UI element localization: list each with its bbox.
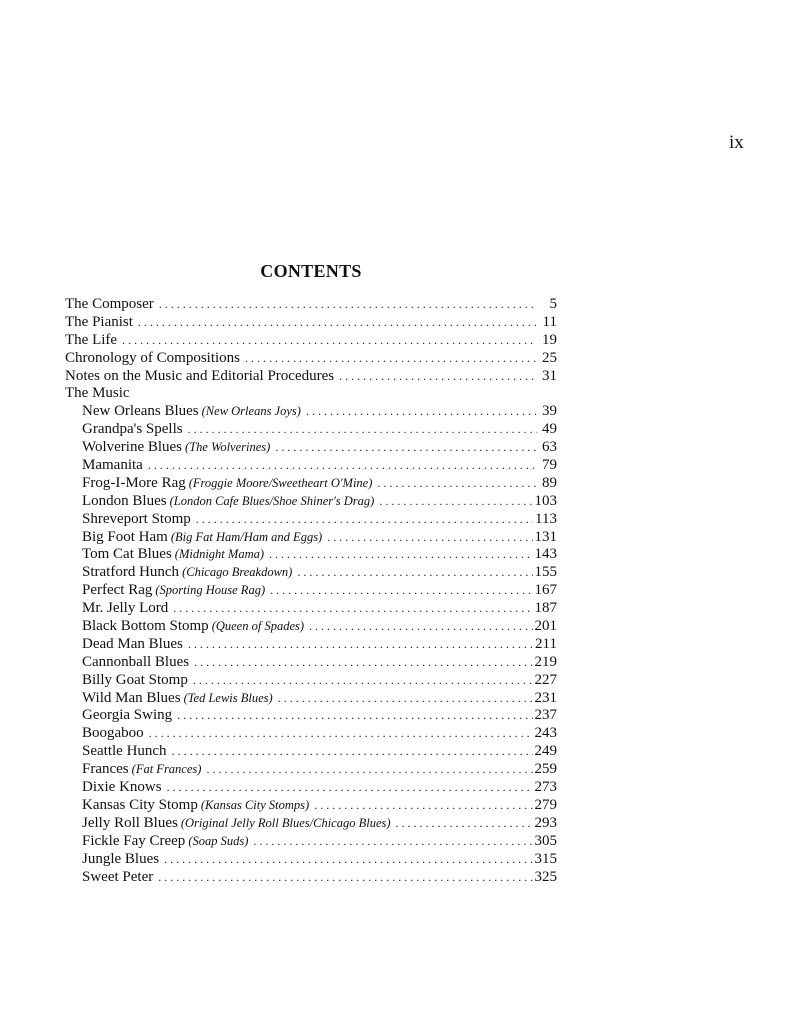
toc-entry-title: The Life bbox=[65, 331, 118, 348]
toc-entry-alt-title: (Fat Frances) bbox=[131, 762, 202, 777]
toc-entry-title: Jungle Blues bbox=[82, 850, 160, 867]
toc-dot-leader bbox=[297, 564, 532, 582]
toc-entry-page: 5 bbox=[549, 296, 557, 312]
toc-entry-page: 79 bbox=[542, 457, 557, 474]
toc-entry-page: 103 bbox=[534, 492, 557, 509]
toc-entry-title: Kansas City Stomp bbox=[82, 796, 198, 813]
toc-dot-leader bbox=[188, 636, 533, 654]
toc-entry-page: 49 bbox=[542, 421, 557, 438]
toc-entry bbox=[65, 493, 557, 511]
toc-entry-title: Dixie Knows bbox=[82, 779, 162, 796]
toc-entry-alt-title: (Original Jelly Roll Blues/Chicago Blues) bbox=[180, 815, 391, 830]
toc-entry-title: Big Foot Ham bbox=[82, 528, 168, 545]
toc-entry bbox=[65, 618, 557, 636]
toc-entry-page: 211 bbox=[535, 635, 557, 652]
toc-dot-leader bbox=[309, 618, 532, 636]
toc-dot-leader bbox=[253, 833, 532, 851]
toc-entry bbox=[65, 529, 557, 547]
toc-entry-page: 259 bbox=[534, 761, 557, 778]
toc-entry bbox=[65, 851, 557, 869]
page-number: ix bbox=[729, 132, 744, 153]
toc-dot-leader bbox=[122, 332, 537, 350]
toc-entry-alt-title: (Froggie Moore/Sweetheart O'Mine) bbox=[188, 475, 373, 490]
toc-entry-alt-title: (The Wolverines) bbox=[185, 440, 271, 455]
toc-dot-leader bbox=[149, 725, 533, 743]
toc-entry bbox=[65, 350, 557, 368]
toc-entry bbox=[65, 815, 557, 833]
toc-entry-page: 31 bbox=[542, 367, 557, 384]
toc-entry-alt-title: (Kansas City Stomps) bbox=[200, 797, 310, 812]
toc-dot-leader bbox=[148, 457, 537, 475]
toc-entry bbox=[65, 403, 557, 421]
toc-entry bbox=[65, 690, 557, 708]
toc-entry bbox=[65, 797, 557, 815]
toc-entry-title: The Music bbox=[65, 385, 130, 402]
toc-entry-title: Notes on the Music and Editorial Procedures bbox=[65, 367, 335, 384]
toc-entry-page: 231 bbox=[534, 689, 557, 706]
toc-dot-leader bbox=[196, 511, 533, 529]
toc-dot-leader bbox=[194, 654, 532, 672]
table-of-contents bbox=[65, 296, 557, 886]
toc-entry-page: 201 bbox=[534, 618, 557, 635]
toc-entry-title: The Pianist bbox=[65, 313, 133, 330]
toc-entry-title: Cannonball Blues bbox=[82, 653, 190, 670]
toc-entry bbox=[65, 636, 557, 654]
toc-dot-leader bbox=[158, 869, 532, 887]
toc-entry-title: Seattle Hunch bbox=[82, 743, 167, 760]
toc-entry-page: 293 bbox=[534, 814, 557, 831]
toc-entry-page: 315 bbox=[534, 850, 557, 867]
toc-entry-title: Fickle Fay Creep bbox=[82, 832, 186, 849]
toc-entry-page: 155 bbox=[534, 564, 557, 581]
toc-dot-leader bbox=[172, 743, 533, 761]
toc-entry bbox=[65, 546, 557, 564]
toc-entry bbox=[65, 368, 557, 386]
toc-entry-title: Sweet Peter bbox=[82, 868, 154, 885]
toc-entry-page: 19 bbox=[542, 331, 557, 348]
toc-entry-page: 143 bbox=[534, 546, 557, 563]
toc-entry-page: 11 bbox=[542, 313, 557, 330]
toc-entry-title: Grandpa's Spells bbox=[82, 421, 183, 438]
toc-entry-page: 63 bbox=[542, 439, 557, 456]
toc-entry-page: 243 bbox=[534, 725, 557, 742]
toc-entry-title: Mamanita bbox=[82, 457, 143, 474]
toc-entry-title: Wild Man Blues bbox=[82, 689, 181, 706]
toc-entry bbox=[65, 672, 557, 690]
toc-dot-leader bbox=[177, 707, 532, 725]
toc-entry bbox=[65, 600, 557, 618]
toc-entry-page: 113 bbox=[535, 510, 557, 527]
toc-entry bbox=[65, 743, 557, 761]
toc-entry bbox=[65, 654, 557, 672]
toc-dot-leader bbox=[173, 600, 532, 618]
toc-dot-leader bbox=[138, 314, 537, 332]
toc-dot-leader bbox=[193, 672, 533, 690]
toc-dot-leader bbox=[275, 439, 537, 457]
toc-entry-title: Jelly Roll Blues bbox=[82, 814, 178, 831]
toc-entry bbox=[65, 511, 557, 529]
toc-entry-alt-title: (Soap Suds) bbox=[188, 833, 249, 848]
toc-entry-alt-title: (Chicago Breakdown) bbox=[182, 565, 293, 580]
toc-entry-page: 187 bbox=[534, 600, 557, 617]
toc-entry-page: 131 bbox=[534, 528, 557, 545]
toc-entry-page: 325 bbox=[534, 868, 557, 885]
toc-entry bbox=[65, 332, 557, 350]
toc-entry-alt-title: (Midnight Mama) bbox=[174, 547, 265, 562]
toc-entry bbox=[65, 314, 557, 332]
toc-dot-leader bbox=[245, 350, 537, 368]
toc-dot-leader bbox=[159, 296, 537, 314]
toc-entry bbox=[65, 439, 557, 457]
toc-entry bbox=[65, 564, 557, 582]
toc-dot-leader bbox=[339, 368, 537, 386]
toc-entry-title: London Blues bbox=[82, 492, 167, 509]
toc-entry-title: Boogaboo bbox=[82, 725, 144, 742]
toc-entry-title: The Composer bbox=[65, 296, 154, 312]
toc-entry-alt-title: (London Cafe Blues/Shoe Shiner's Drag) bbox=[169, 493, 375, 508]
toc-entry bbox=[65, 707, 557, 725]
toc-entry-title: Wolverine Blues bbox=[82, 439, 183, 456]
toc-entry-title: Tom Cat Blues bbox=[82, 546, 172, 563]
toc-entry-page: 25 bbox=[542, 349, 557, 366]
toc-entry bbox=[65, 779, 557, 797]
toc-entry-alt-title: (Ted Lewis Blues) bbox=[183, 690, 273, 705]
toc-dot-leader bbox=[269, 546, 532, 564]
toc-entry bbox=[65, 475, 557, 493]
toc-entry-page: 279 bbox=[534, 796, 557, 813]
toc-entry bbox=[65, 457, 557, 475]
toc-dot-leader bbox=[206, 761, 532, 779]
toc-entry-title: Black Bottom Stomp bbox=[82, 618, 209, 635]
toc-entry-title: Georgia Swing bbox=[82, 707, 173, 724]
toc-entry-alt-title: (Queen of Spades) bbox=[211, 619, 305, 634]
toc-dot-leader bbox=[306, 403, 537, 421]
toc-entry-page: 237 bbox=[534, 707, 557, 724]
toc-dot-leader bbox=[377, 475, 537, 493]
toc-entry bbox=[65, 869, 557, 887]
toc-entry bbox=[65, 582, 557, 600]
toc-entry bbox=[65, 833, 557, 851]
toc-dot-leader bbox=[327, 529, 532, 547]
toc-entry-alt-title: (Big Fat Ham/Ham and Eggs) bbox=[170, 529, 323, 544]
toc-entry bbox=[65, 725, 557, 743]
toc-dot-leader bbox=[314, 797, 532, 815]
toc-entry-page: 227 bbox=[534, 671, 557, 688]
toc-entry bbox=[65, 761, 557, 779]
toc-entry-title: Frog-I-More Rag bbox=[82, 474, 186, 491]
toc-dot-leader bbox=[164, 851, 532, 869]
toc-dot-leader bbox=[188, 421, 537, 439]
toc-entry-title: Dead Man Blues bbox=[82, 635, 183, 652]
toc-entry-title: Frances bbox=[82, 761, 129, 778]
toc-entry bbox=[65, 296, 557, 314]
toc-entry-alt-title: (Sporting House Rag) bbox=[155, 583, 266, 598]
toc-entry-title: Mr. Jelly Lord bbox=[82, 600, 169, 617]
toc-entry-page: 89 bbox=[542, 474, 557, 491]
toc-dot-leader bbox=[379, 493, 532, 511]
toc-entry-page: 305 bbox=[534, 832, 557, 849]
page-title: CONTENTS bbox=[260, 261, 362, 281]
toc-dot-leader bbox=[270, 582, 532, 600]
toc-entry-title: Chronology of Compositions bbox=[65, 349, 241, 366]
toc-entry-page: 167 bbox=[534, 582, 557, 599]
toc-dot-leader bbox=[396, 815, 533, 833]
toc-dot-leader bbox=[167, 779, 533, 797]
toc-entry-title: New Orleans Blues bbox=[82, 403, 199, 420]
toc-entry-title: Perfect Rag bbox=[82, 582, 153, 599]
toc-entry-page: 39 bbox=[542, 403, 557, 420]
toc-entry-page: 249 bbox=[534, 743, 557, 760]
toc-dot-leader bbox=[278, 690, 533, 708]
toc-entry-page: 219 bbox=[534, 653, 557, 670]
toc-entry bbox=[65, 385, 557, 403]
toc-entry-page: 273 bbox=[534, 779, 557, 796]
toc-entry-title: Billy Goat Stomp bbox=[82, 671, 188, 688]
toc-entry bbox=[65, 421, 557, 439]
toc-entry-title: Stratford Hunch bbox=[82, 564, 180, 581]
toc-entry-title: Shreveport Stomp bbox=[82, 510, 191, 527]
toc-entry-alt-title: (New Orleans Joys) bbox=[201, 404, 301, 419]
